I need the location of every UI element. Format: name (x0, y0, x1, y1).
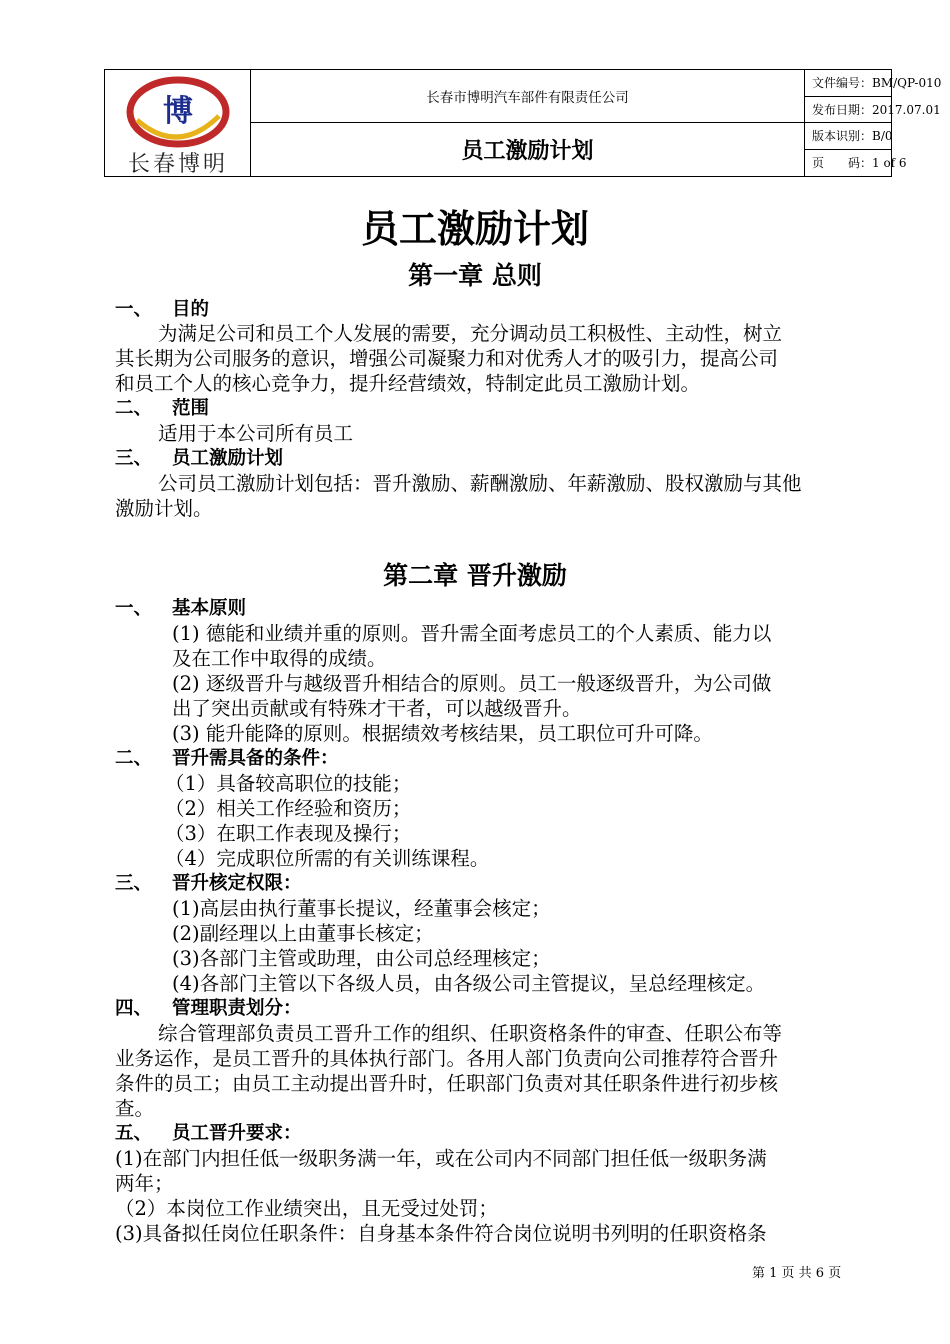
version-id: 版本识别：B/0 (805, 123, 891, 150)
section-heading: 一、 基本原则 (115, 598, 247, 619)
page-title: 员工激励计划 (360, 207, 589, 251)
svg-text:博: 博 (163, 94, 193, 129)
paragraph-line: 公司员工激励计划包括：晋升激励、薪酬激励、年薪激励、股权激励与其他 (158, 472, 802, 495)
section-heading: 五、 员工晋升要求： (115, 1123, 302, 1144)
paragraph-line: 其长期为公司服务的意识，增强公司凝聚力和对优秀人才的吸引力，提高公司 (115, 347, 779, 370)
list-item: （4）完成职位所需的有关训练课程。 (165, 847, 490, 870)
chapter-2-title: 第二章 晋升激励 (383, 561, 567, 590)
list-item: 出了突出贡献或有特殊才干者，可以越级晋升。 (172, 697, 582, 720)
section-heading: 二、 晋升需具备的条件： (115, 748, 339, 769)
list-item: （3）在职工作表现及操行； (165, 822, 412, 845)
section-heading: 二、 范围 (115, 398, 210, 419)
section-heading: 三、 员工激励计划 (115, 448, 284, 469)
chapter-1-title: 第一章 总则 (408, 261, 542, 290)
paragraph-line: 激励计划。 (115, 497, 213, 520)
page-code: 页 码：1 of 6 (812, 155, 907, 170)
company-name: 长春市博明汽车部件有限责任公司 (251, 70, 805, 123)
list-item: (1)在部门内担任低一级职务满一年，或在公司内不同部门担任低一级职务满 (115, 1147, 767, 1170)
list-item: (3)具备拟任岗位任职条件：自身基本条件符合岗位说明书列明的任职资格条 (115, 1222, 767, 1245)
logo-emblem-icon (123, 76, 233, 148)
list-item: （2）本岗位工作业绩突出，且无受过处罚； (115, 1197, 498, 1220)
company-logo (105, 70, 251, 176)
list-item: 及在工作中取得的成绩。 (172, 647, 387, 670)
header-doc-title: 员工激励计划 (251, 123, 805, 176)
list-item: 两年； (115, 1172, 174, 1195)
logo-text: 长春博明 (127, 152, 228, 177)
section-heading: 四、 管理职责划分： (115, 998, 302, 1019)
list-item: (1)高层由执行董事长提议，经董事会核定； (172, 897, 551, 920)
paragraph-line: 适用于本公司所有员工 (158, 422, 354, 445)
paragraph-line: 业务运作，是员工晋升的具体执行部门。各用人部门负责向公司推荐符合晋升 (115, 1047, 779, 1070)
paragraph-line: 条件的员工；由员工主动提出晋升时，任职部门负责对其任职条件进行初步核 (115, 1072, 779, 1095)
list-item: (2) 逐级晋升与越级晋升相结合的原则。员工一般逐级晋升，为公司做 (172, 672, 772, 695)
section-heading: 一、 目的 (115, 299, 210, 320)
list-item: (1) 德能和业绩并重的原则。晋升需全面考虑员工的个人素质、能力以 (172, 622, 772, 645)
paragraph-line: 为满足公司和员工个人发展的需要，充分调动员工积极性、主动性，树立 (158, 322, 783, 345)
list-item: (3)各部门主管或助理，由公司总经理核定； (172, 947, 551, 970)
list-item: （1）具备较高职位的技能； (165, 772, 412, 795)
list-item: （2）相关工作经验和资历； (165, 797, 412, 820)
section-heading: 三、 晋升核定权限： (115, 873, 302, 894)
list-item: (3) 能升能降的原则。根据绩效考核结果，员工职位可升可降。 (172, 722, 713, 745)
list-item: (2)副经理以上由董事长核定； (172, 922, 434, 945)
list-item: (4)各部门主管以下各级人员，由各级公司主管提议，呈总经理核定。 (172, 972, 766, 995)
paragraph-line: 查。 (115, 1097, 155, 1120)
paragraph-line: 和员工个人的核心竞争力，提升经营绩效，特制定此员工激励计划。 (115, 372, 701, 395)
page-footer: 第 1 页 共 6 页 (752, 1266, 842, 1281)
document-header (104, 69, 942, 177)
file-number: 文件编号：BM/QP-010 (805, 70, 891, 97)
release-date: 发布日期：2017.07.01 (805, 97, 891, 124)
paragraph-line: 综合管理部负责员工晋升工作的组织、任职资格条件的审查、任职公布等 (158, 1022, 783, 1045)
